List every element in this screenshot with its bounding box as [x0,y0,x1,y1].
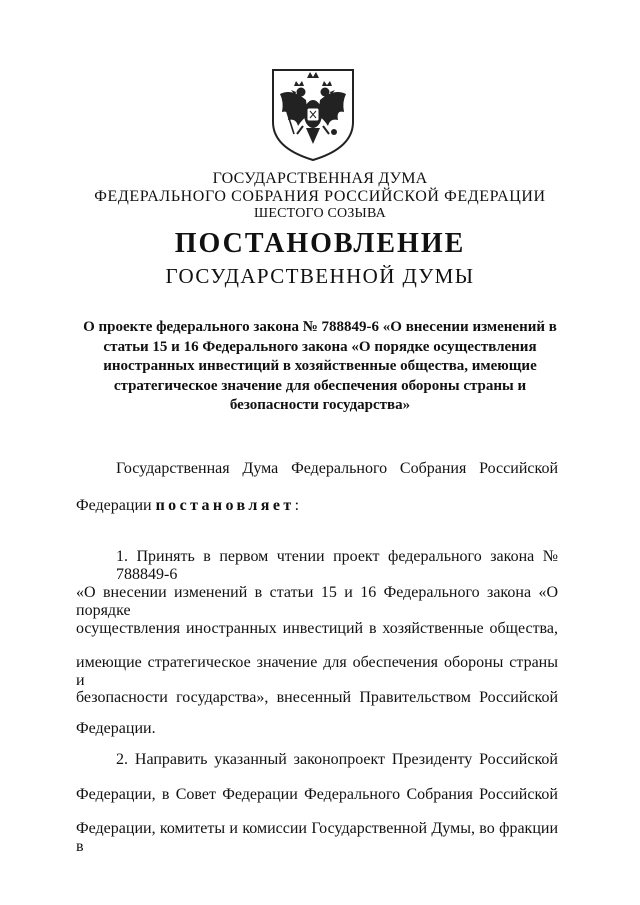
document-type-title: ПОСТАНОВЛЕНИЕ [174,228,466,259]
organization-line-2: ФЕДЕРАЛЬНОГО СОБРАНИЯ РОССИЙСКОЙ ФЕДЕРАЦИИ [94,188,546,205]
convocation-line: ШЕСТОГО СОЗЫВА [254,206,386,221]
decision-verb: постановляет [155,497,295,514]
subject-line: статьи 15 и 16 Федерального закона «О порядке осуществления [103,338,537,355]
intro-prefix: Федерации [76,497,156,514]
coat-of-arms-emblem [270,68,356,162]
intro-line-decision [76,497,558,515]
item-1-line: осуществления иностранных инвестиций в хозяйственные общества, [76,620,558,637]
subject-line: безопасности государства» [229,397,411,413]
item-1-line: безопасности государства», внесенный Правительством Российской [76,689,558,706]
subject-line: иностранных инвестиций в хозяйственные общества, имеющие [103,358,537,374]
organization-line-1: ГОСУДАРСТВЕННАЯ ДУМА [212,170,428,187]
subject-line: стратегическое значение для обеспечения обороны страны и [113,377,527,394]
document-issuer-title: ГОСУДАРСТВЕННОЙ ДУМЫ [165,264,475,288]
item-2-line: Федерации, в Совет Федерации Федерального Собрания Российской [76,786,558,803]
intro-line: Государственная Дума Федерального Собрания Российской [116,460,558,477]
item-2-line: 2. Направить указанный законопроект Президенту Российской [116,751,558,768]
item-1-line: Федерации. [76,720,156,737]
subject-line: О проекте федерального закона № 788849-6 «О внесении изменений в [83,319,557,335]
resolution-subject [60,318,580,416]
item-1-line: имеющие стратегическое значение для обеспечения обороны страны и [76,654,558,689]
item-1-line: «О внесении изменений в статьи 15 и 16 Федерального закона «О порядке [76,584,558,619]
item-2-line: Федерации, комитеты и комиссии Государственной Думы, во фракции в [76,820,558,855]
intro-suffix: : [294,497,300,514]
item-1-line: 1. Принять в первом чтении проект федерального закона № 788849-6 [116,548,558,583]
